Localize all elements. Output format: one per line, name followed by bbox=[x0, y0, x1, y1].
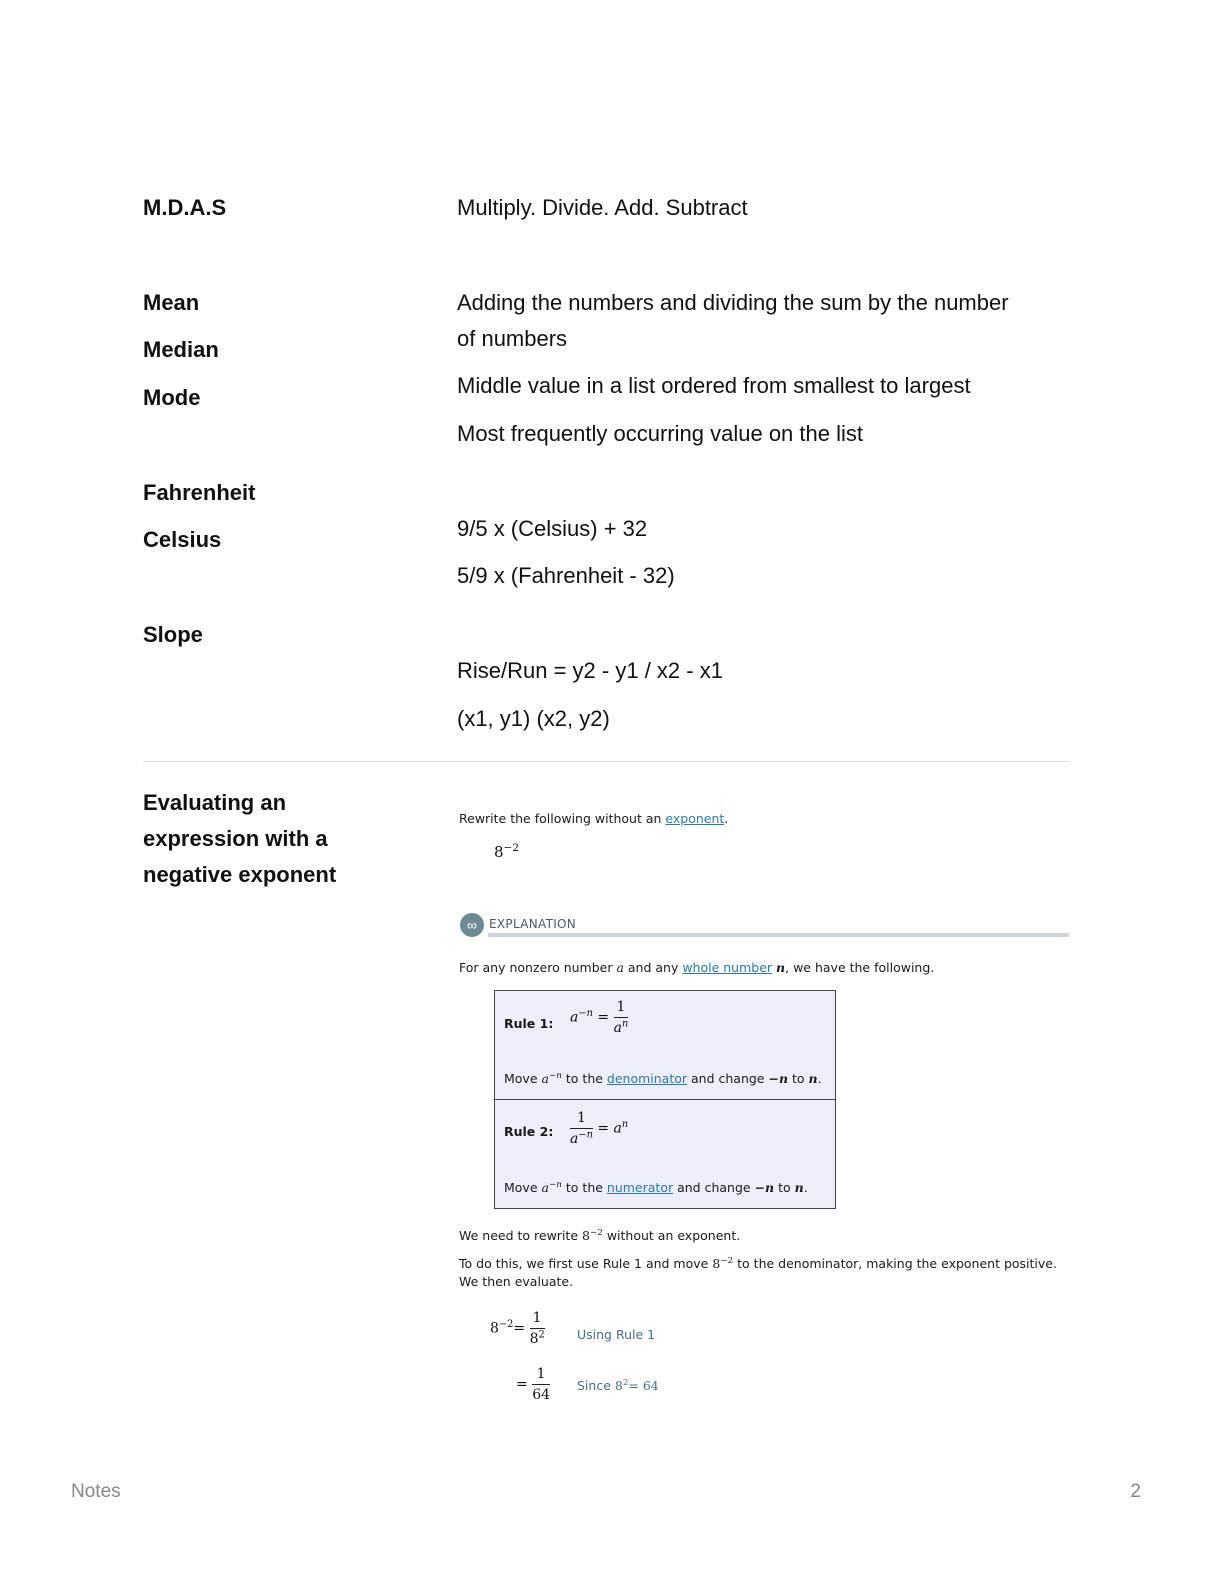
rule2-note: Move $a^{-n}$ to the numerator and change −n to n. bbox=[504, 1180, 808, 1195]
term-mean: Mean bbox=[143, 290, 200, 315]
problem-prompt: Rewrite the following without an exponent. bbox=[459, 811, 729, 826]
numerator-link[interactable]: numerator bbox=[606, 1180, 674, 1195]
explanation-rule bbox=[488, 933, 1069, 937]
exponent-heading-line3: negative exponent bbox=[143, 862, 337, 887]
work-line-2: = $\frac{1}{64}$ bbox=[516, 1366, 551, 1403]
definition-median: Middle value in a list ordered from smallest to largest bbox=[457, 373, 971, 398]
work-line-1: $8^{-2}=$ $\frac{1}{8^2}$ bbox=[490, 1310, 545, 1347]
definition-mdas: Multiply. Divide. Add. Subtract bbox=[457, 195, 748, 220]
term-mdas: M.D.A.S bbox=[143, 195, 227, 220]
work-note-2: Since $8^2= 64$ bbox=[577, 1378, 659, 1393]
explanation-intro: For any nonzero number a and any whole number n, we have the following. bbox=[459, 960, 935, 975]
work-note-1: Using Rule 1 bbox=[577, 1327, 656, 1342]
exponent-heading-line1: Evaluating an bbox=[143, 790, 287, 815]
infinity-icon: ∞ bbox=[460, 913, 484, 937]
exponent-link[interactable]: exponent bbox=[665, 811, 725, 826]
rule2-label: Rule 2: bbox=[504, 1124, 554, 1139]
section-divider bbox=[143, 761, 1070, 762]
term-fahrenheit: Fahrenheit bbox=[143, 480, 256, 505]
formula-slope: Rise/Run = y2 - y1 / x2 - x1 bbox=[457, 658, 723, 683]
rule1-label: Rule 1: bbox=[504, 1016, 554, 1031]
footer-label: Notes bbox=[71, 1481, 121, 1502]
exponent-heading bbox=[143, 785, 336, 893]
denominator-link[interactable]: denominator bbox=[606, 1071, 688, 1086]
explanation-label: EXPLANATION bbox=[489, 917, 577, 931]
slope-points: (x1, y1) (x2, y2) bbox=[457, 706, 610, 731]
step-1-text: We need to rewrite $8^{-2}$ without an exponent. bbox=[459, 1228, 741, 1243]
formula-fahrenheit: 9/5 x (Celsius) + 32 bbox=[457, 516, 648, 541]
definition-mean-line2: of numbers bbox=[457, 326, 568, 351]
formula-celsius: 5/9 x (Fahrenheit - 32) bbox=[457, 563, 675, 588]
step-2-text: To do this, we first use Rule 1 and move $8^{-2}$ to the denominator, making the exponent positive. We then evaluate. bbox=[459, 1256, 1057, 1289]
rule1-formula: $a^{-n}$ = $\frac{1}{a^n}$ bbox=[570, 999, 629, 1036]
term-slope: Slope bbox=[143, 622, 203, 647]
term-mode: Mode bbox=[143, 385, 201, 410]
rule1-box bbox=[494, 990, 836, 1100]
page-number: 2 bbox=[1130, 1481, 1141, 1502]
term-median: Median bbox=[143, 337, 219, 362]
term-celsius: Celsius bbox=[143, 527, 222, 552]
rule2-box bbox=[494, 1099, 836, 1209]
definition-mean-line1: Adding the numbers and dividing the sum by the number bbox=[457, 290, 1009, 315]
exponent-heading-line2: expression with a bbox=[143, 826, 328, 851]
rule1-note: Move $a^{-n}$ to the denominator and change −n to n. bbox=[504, 1071, 822, 1086]
problem-expression: $8^{-2}$ bbox=[494, 842, 520, 861]
rule2-formula: $\frac{1}{a^{-n}}$ = $a^n$ bbox=[570, 1110, 629, 1147]
whole-number-link[interactable]: whole number bbox=[682, 960, 773, 975]
explanation-header bbox=[460, 912, 1070, 938]
definition-mode: Most frequently occurring value on the list bbox=[457, 421, 863, 446]
